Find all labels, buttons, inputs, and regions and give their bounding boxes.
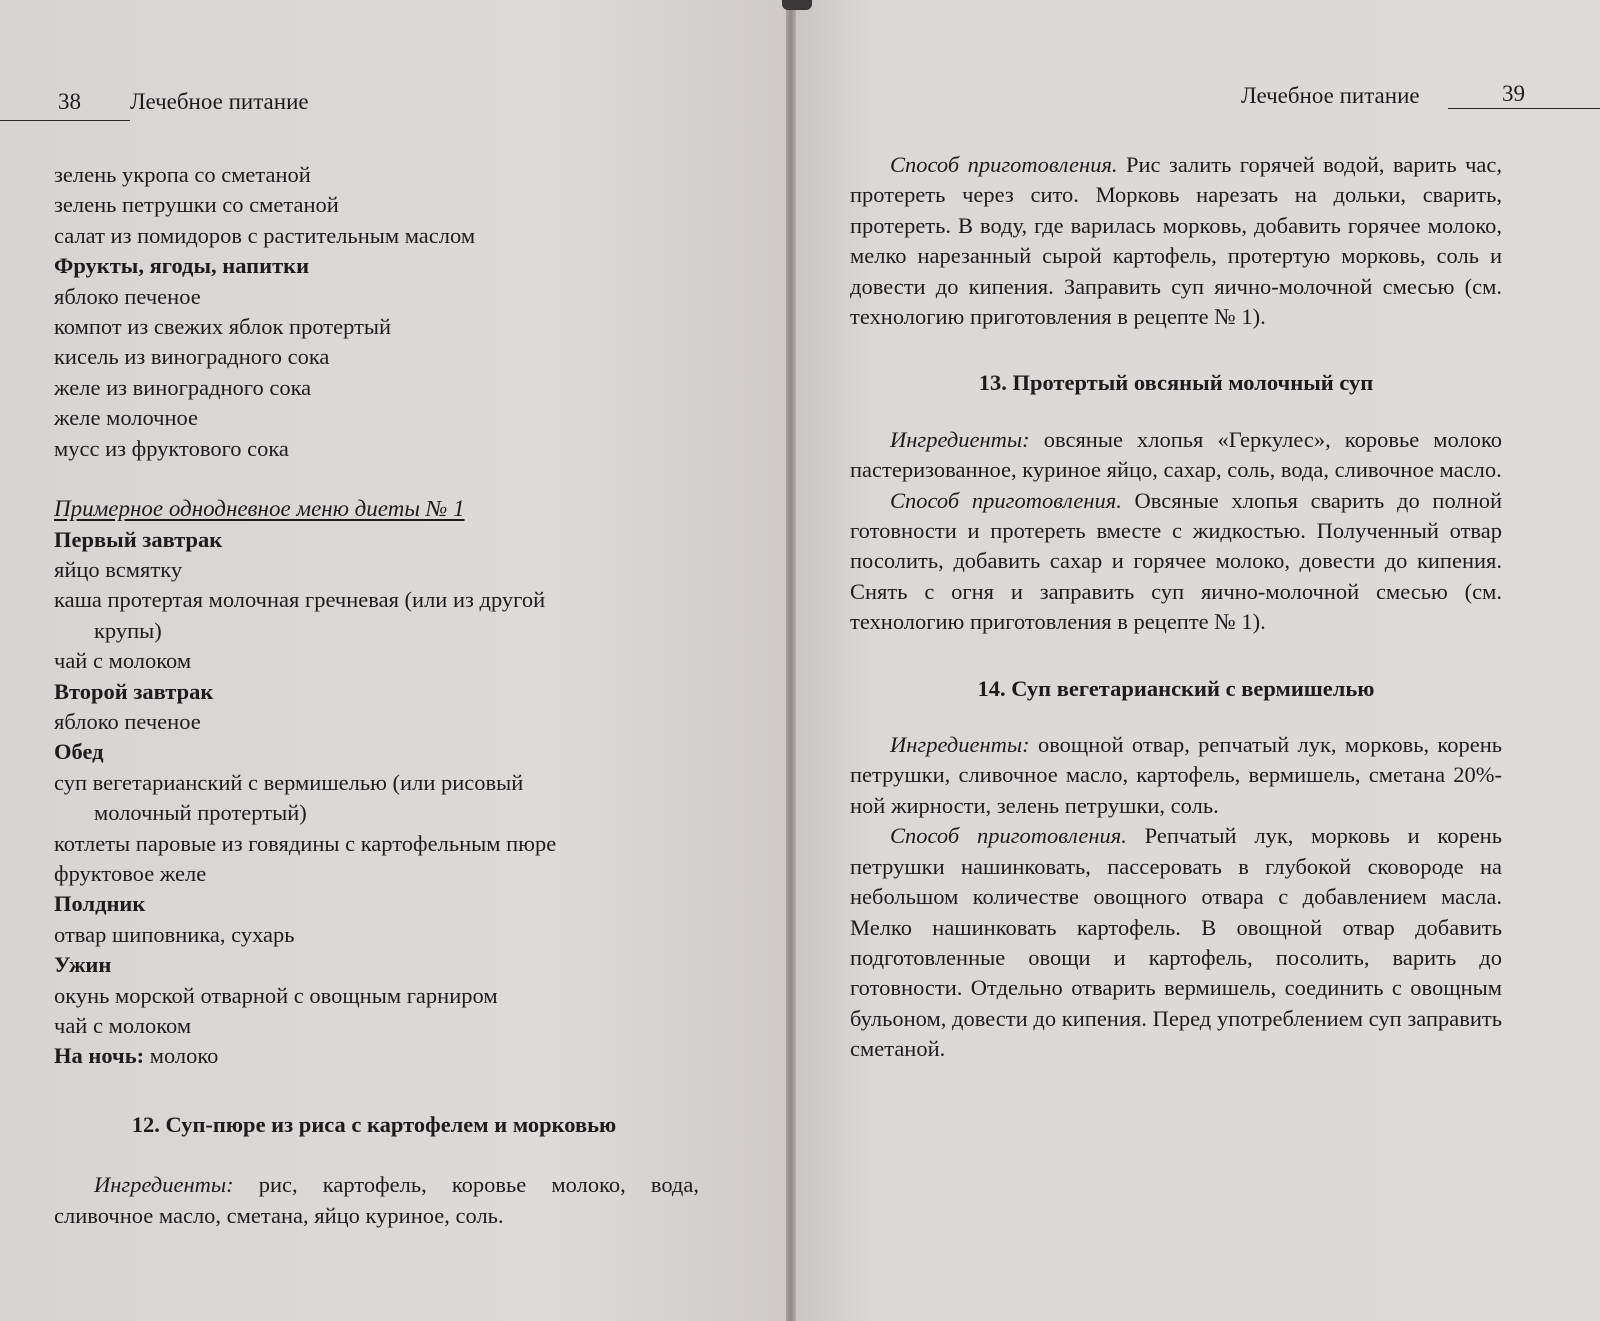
meal-heading: Полдник bbox=[54, 891, 146, 917]
recipe-title: 14. Суп вегетарианский с вермишелью bbox=[977, 675, 1375, 701]
menu-item: фруктовое желе bbox=[54, 860, 207, 886]
recipe-method bbox=[850, 821, 1502, 1064]
recipe-ingredients bbox=[850, 425, 1502, 486]
list-item: салат из помидоров с растительным маслом bbox=[54, 222, 476, 248]
recipe-method bbox=[850, 486, 1502, 638]
list-item: зелень петрушки со сметаной bbox=[54, 192, 339, 218]
left-page bbox=[0, 0, 790, 1321]
ingredients-text: рис, картофель, коровье молоко, вода, сливочное масло, сметана, яйцо куриное, соль. bbox=[54, 1172, 699, 1228]
list-item: яблоко печеное bbox=[54, 283, 201, 309]
method-text: Рис залить горячей водой, варить час, протереть через сито. Морковь нарезать на дольки, сварить, протереть. В воду, где варилась морковь, добавить горячее молоко, мелко нарезанный сырой картофель, протертую морковь, соль и довести до кипения. Заправить суп яично-молочной смесью (см. технологию приготовления в рецепте № 1). bbox=[850, 152, 1502, 330]
daily-menu bbox=[54, 525, 754, 1072]
night-label: На ночь: bbox=[54, 1043, 145, 1069]
menu-item-night bbox=[54, 1041, 754, 1071]
ingredients-label: Ингредиенты: bbox=[94, 1172, 234, 1198]
menu-item: отвар шиповника, сухарь bbox=[54, 921, 295, 947]
recipe-title: 12. Суп-пюре из риса с картофелем и морковью bbox=[131, 1111, 617, 1137]
header-rule-right bbox=[1448, 108, 1600, 109]
ingredients-label: Ингредиенты: bbox=[890, 732, 1030, 758]
method-label: Способ приготовления. bbox=[890, 823, 1127, 849]
recipe-method bbox=[850, 150, 1502, 332]
list-item: мусс из фруктового сока bbox=[54, 435, 289, 461]
menu-item: каша протертая молочная гречневая (или из другой bbox=[54, 587, 546, 613]
list-item: кисель из виноградного сока bbox=[54, 344, 330, 370]
menu-item: чай с молоком bbox=[54, 648, 192, 674]
menu-item-continuation: крупы) bbox=[94, 617, 162, 643]
list-item: компот из свежих яблок протертый bbox=[54, 313, 392, 339]
food-list bbox=[54, 160, 754, 464]
method-text: Овсяные хлопья сварить до полной готовности и протереть вместе с жидкостью. Полученный отвар посолить, добавить сахар и горячее молоко, довести до кипения. Снять с огня и заправить суп яично-молочной смесью (см. технологию приготовления в рецепте № 1). bbox=[850, 487, 1502, 635]
menu-item-continuation: молочный протертый) bbox=[94, 800, 307, 826]
recipe-title: 13. Протертый овсяный молочный суп bbox=[978, 370, 1374, 396]
menu-item: чай с молоком bbox=[54, 1012, 192, 1038]
method-label: Способ приготовления. bbox=[890, 152, 1118, 177]
meal-heading: Обед bbox=[54, 739, 104, 765]
night-value: молоко bbox=[144, 1043, 219, 1069]
list-heading: Фрукты, ягоды, напитки bbox=[54, 253, 310, 279]
list-item: желе из виноградного сока bbox=[54, 374, 312, 400]
list-item: зелень укропа со сметаной bbox=[54, 162, 311, 187]
ingredients-text: овощной отвар, репчатый лук, морковь, корень петрушки, сливочное масло, картофель, вермишель, сметана 20%-ной жирности, зелень петрушки, соль. bbox=[850, 732, 1502, 818]
method-text: Репчатый лук, морковь и корень петрушки нашинковать, пассеровать в глубокой сковороде на небольшом количестве овощного отвара с добавлением масла. Мелко нашинковать картофель. В овощной отвар добавить подготовленные овощи и картофель, посолить, варить до готовности. Отдельно отварить вермишель, соединить с овощным бульоном, довести до кипения. Перед употреблением суп заправить сметаной. bbox=[850, 823, 1502, 1062]
list-item: желе молочное bbox=[54, 405, 199, 431]
running-head-left: Лечебное питание bbox=[130, 89, 309, 114]
recipe-ingredients bbox=[850, 730, 1502, 821]
right-page bbox=[792, 0, 1600, 1321]
menu-item: суп вегетарианский с вермишелью (или рисовый bbox=[54, 769, 524, 795]
page-number-right: 39 bbox=[1502, 81, 1525, 106]
left-text-column bbox=[54, 160, 754, 1231]
meal-heading: Ужин bbox=[54, 952, 112, 978]
menu-title: Примерное однодневное меню диеты № 1 bbox=[54, 496, 465, 522]
bookmark-ribbon bbox=[782, 0, 812, 10]
page-number-left: 38 bbox=[58, 89, 81, 114]
method-label: Способ приготовления. bbox=[890, 487, 1122, 513]
running-head-right: Лечебное питание bbox=[1241, 83, 1420, 108]
recipe-ingredients bbox=[54, 1170, 699, 1231]
menu-item: окунь морской отварной с овощным гарниром bbox=[54, 982, 498, 1008]
header-rule-left bbox=[0, 120, 130, 121]
book-gutter bbox=[786, 0, 796, 1321]
ingredients-text: овсяные хлопья «Геркулес», коровье молоко пастеризованное, куриное яйцо, сахар, соль, вода, сливочное масло. bbox=[850, 426, 1502, 483]
ingredients-label: Ингредиенты: bbox=[890, 426, 1030, 452]
menu-item: яблоко печеное bbox=[54, 709, 201, 735]
meal-heading: Первый завтрак bbox=[54, 526, 223, 552]
menu-item: котлеты паровые из говядины с картофельным пюре bbox=[54, 830, 557, 856]
meal-heading: Второй завтрак bbox=[54, 678, 214, 704]
right-text-column bbox=[850, 150, 1502, 1065]
menu-item: яйцо всмятку bbox=[54, 557, 183, 583]
